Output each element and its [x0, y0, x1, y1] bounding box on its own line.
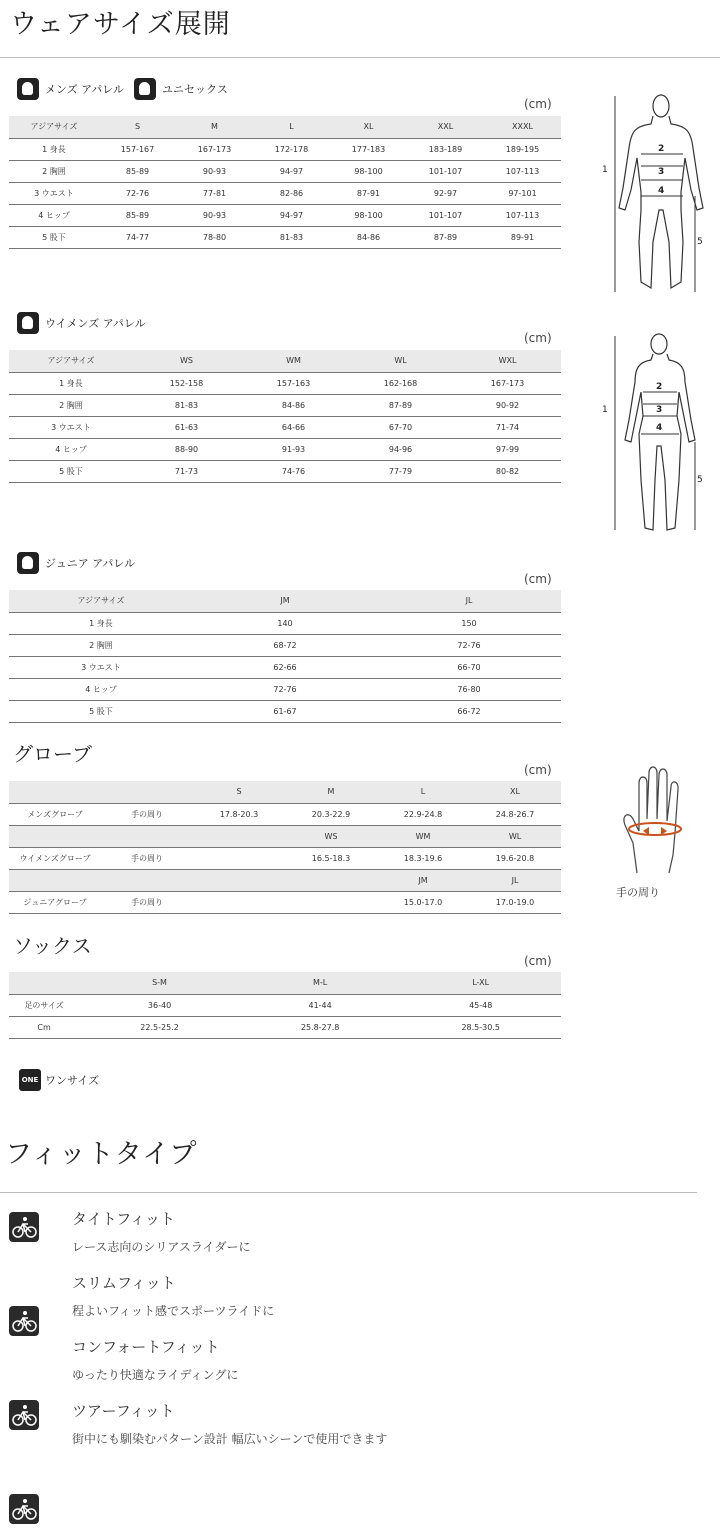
- table-cell: 85-89: [99, 160, 176, 182]
- table-cell: WM: [377, 825, 469, 847]
- table-cell: 4 ヒップ: [9, 678, 193, 700]
- table-cell: 45-48: [400, 994, 561, 1016]
- table-row: [9, 182, 561, 204]
- table-cell: 82-86: [253, 182, 330, 204]
- unisex-label: ユニセックス: [162, 83, 228, 96]
- table-cell: 98-100: [330, 204, 407, 226]
- table-cell: 22.5-25.2: [79, 1016, 240, 1038]
- table-cell: 157-167: [99, 138, 176, 160]
- table-row: [9, 891, 561, 913]
- table-cell: 71-74: [454, 416, 561, 438]
- table-cell: 2 胸囲: [9, 160, 99, 182]
- table-cell: ジュニアグローブ: [9, 891, 101, 913]
- mens-unit: (cm): [524, 97, 552, 111]
- table-cell: 85-89: [99, 204, 176, 226]
- womens-body-figure: [595, 330, 705, 535]
- table-cell: 90-93: [176, 160, 253, 182]
- table-cell: 足のサイズ: [9, 994, 79, 1016]
- fit-type-title-0: タイトフィット: [72, 1210, 176, 1228]
- womens-apparel-label: ウイメンズ アパレル: [45, 317, 146, 330]
- table-cell: 5 股下: [9, 700, 193, 722]
- table-cell: 167-173: [454, 372, 561, 394]
- socks-title: ソックス: [13, 934, 92, 958]
- table-cell: 177-183: [330, 138, 407, 160]
- figure-label-5: 5: [697, 237, 703, 247]
- fit-type-title-1: スリムフィット: [72, 1274, 176, 1292]
- table-cell: WL: [469, 825, 561, 847]
- table-cell: 107-113: [484, 160, 561, 182]
- one-size-icon: ONE: [19, 1069, 41, 1091]
- table-row: [9, 803, 561, 825]
- table-cell: [101, 825, 193, 847]
- table-cell: Cm: [9, 1016, 79, 1038]
- table-row: [9, 825, 561, 847]
- junior-apparel-icon: [17, 552, 39, 574]
- w-figure-label-1: 1: [602, 405, 608, 415]
- table-header-cell: JM: [193, 590, 377, 612]
- table-cell: 94-96: [347, 438, 454, 460]
- table-cell: 189-195: [484, 138, 561, 160]
- table-header-row: [9, 350, 561, 372]
- mens-legend: [17, 78, 228, 100]
- table-cell: [285, 869, 377, 891]
- table-cell: 1 身長: [9, 372, 133, 394]
- table-cell: 3 ウエスト: [9, 656, 193, 678]
- table-cell: 78-80: [176, 226, 253, 248]
- table-cell: [193, 891, 285, 913]
- table-row: [9, 204, 561, 226]
- table-cell: 84-86: [240, 394, 347, 416]
- fit-type-desc-0: レース志向のシリアスライダーに: [72, 1240, 251, 1254]
- fit-type-title-2: コンフォートフィット: [72, 1338, 220, 1356]
- table-cell: [101, 869, 193, 891]
- table-header-cell: WM: [240, 350, 347, 372]
- fit-divider: [0, 1192, 697, 1193]
- unisex-icon: [134, 78, 156, 100]
- table-cell: 19.6-20.8: [469, 847, 561, 869]
- gloves-unit: (cm): [524, 763, 552, 777]
- table-cell: 183-189: [407, 138, 484, 160]
- table-row: [9, 678, 561, 700]
- table-header-cell: L: [253, 116, 330, 138]
- socks-size-table: [9, 972, 561, 1039]
- table-cell: 3 ウエスト: [9, 182, 99, 204]
- table-cell: 1 身長: [9, 138, 99, 160]
- junior-unit: (cm): [524, 572, 552, 586]
- table-cell: 88-90: [133, 438, 240, 460]
- table-header-cell: XXL: [407, 116, 484, 138]
- table-row: [9, 612, 561, 634]
- table-cell: 89-91: [484, 226, 561, 248]
- table-cell: 101-107: [407, 160, 484, 182]
- table-cell: 17.8-20.3: [193, 803, 285, 825]
- mens-size-table: [9, 116, 561, 249]
- table-cell: 2 胸囲: [9, 394, 133, 416]
- table-cell: 4 ヒップ: [9, 438, 133, 460]
- table-cell: 68-72: [193, 634, 377, 656]
- fit-type-title: フィットタイプ: [5, 1139, 198, 1170]
- w-figure-label-3: 3: [656, 405, 663, 415]
- table-cell: 162-168: [347, 372, 454, 394]
- table-cell: 172-178: [253, 138, 330, 160]
- table-cell: ウイメンズグローブ: [9, 847, 101, 869]
- table-row: [9, 226, 561, 248]
- table-cell: メンズグローブ: [9, 803, 101, 825]
- table-cell: [193, 847, 285, 869]
- gloves-size-table: [9, 781, 561, 914]
- one-size-legend: [19, 1069, 99, 1091]
- table-header-cell: S-M: [79, 972, 240, 994]
- table-cell: S: [193, 781, 285, 803]
- table-cell: 25.8-27.8: [240, 1016, 401, 1038]
- womens-size-table: [9, 350, 561, 483]
- table-cell: 5 股下: [9, 460, 133, 482]
- fit-type-title-3: ツアーフィット: [72, 1402, 175, 1420]
- table-cell: 67-70: [347, 416, 454, 438]
- w-figure-label-2: 2: [656, 382, 663, 392]
- table-cell: 92-97: [407, 182, 484, 204]
- table-cell: 97-99: [454, 438, 561, 460]
- table-cell: 91-93: [240, 438, 347, 460]
- table-cell: 71-73: [133, 460, 240, 482]
- table-header-row: [9, 972, 561, 994]
- table-cell: 36-40: [79, 994, 240, 1016]
- table-header-cell: WS: [133, 350, 240, 372]
- bicycle-icon: [9, 1306, 39, 1336]
- table-cell: M: [285, 781, 377, 803]
- junior-size-table: [9, 590, 561, 723]
- fit-type-desc-2: ゆったり快適なライディングに: [72, 1368, 239, 1382]
- table-cell: 17.0-19.0: [469, 891, 561, 913]
- table-row: [9, 372, 561, 394]
- figure-label-4: 4: [658, 186, 665, 196]
- table-cell: 87-91: [330, 182, 407, 204]
- table-cell: [9, 869, 101, 891]
- title-divider: [0, 57, 720, 58]
- table-cell: 66-70: [377, 656, 561, 678]
- table-row: [9, 160, 561, 182]
- table-cell: 24.8-26.7: [469, 803, 561, 825]
- table-cell: 手の周り: [101, 847, 193, 869]
- table-cell: 4 ヒップ: [9, 204, 99, 226]
- table-row: [9, 438, 561, 460]
- table-row: [9, 869, 561, 891]
- table-cell: 84-86: [330, 226, 407, 248]
- table-cell: 手の周り: [101, 803, 193, 825]
- table-cell: 61-67: [193, 700, 377, 722]
- womens-unit: (cm): [524, 331, 552, 345]
- table-cell: 87-89: [407, 226, 484, 248]
- table-header-row: [9, 590, 561, 612]
- one-size-label: ワンサイズ: [45, 1074, 100, 1087]
- table-header-cell: WXL: [454, 350, 561, 372]
- gloves-title: グローブ: [13, 742, 92, 766]
- table-cell: [285, 891, 377, 913]
- table-cell: 140: [193, 612, 377, 634]
- table-cell: 20.3-22.9: [285, 803, 377, 825]
- table-cell: 101-107: [407, 204, 484, 226]
- fit-type-desc-3: 街中にも馴染むパターン設計 幅広いシーンで使用できます: [72, 1432, 388, 1446]
- table-cell: 81-83: [133, 394, 240, 416]
- table-cell: 157-163: [240, 372, 347, 394]
- table-cell: 167-173: [176, 138, 253, 160]
- table-cell: JL: [469, 869, 561, 891]
- table-row: [9, 416, 561, 438]
- junior-apparel-label: ジュニア アパレル: [45, 557, 136, 570]
- table-row: [9, 781, 561, 803]
- w-figure-label-5: 5: [697, 475, 703, 485]
- table-cell: 64-66: [240, 416, 347, 438]
- hand-figure: [615, 763, 695, 883]
- table-cell: [9, 825, 101, 847]
- table-header-cell: M: [176, 116, 253, 138]
- table-cell: 72-76: [193, 678, 377, 700]
- table-header-cell: M-L: [240, 972, 401, 994]
- table-cell: 16.5-18.3: [285, 847, 377, 869]
- table-row: [9, 700, 561, 722]
- table-row: [9, 634, 561, 656]
- table-cell: 22.9-24.8: [377, 803, 469, 825]
- table-header-cell: アジアサイズ: [9, 590, 193, 612]
- table-cell: 74-76: [240, 460, 347, 482]
- mens-body-figure: [595, 92, 705, 297]
- fit-type-desc-1: 程よいフィット感でスポーツライドに: [72, 1304, 275, 1318]
- table-header-cell: JL: [377, 590, 561, 612]
- table-cell: 3 ウエスト: [9, 416, 133, 438]
- table-cell: 61-63: [133, 416, 240, 438]
- junior-legend: [17, 552, 135, 574]
- table-cell: 80-82: [454, 460, 561, 482]
- figure-label-3: 3: [658, 167, 665, 177]
- table-cell: [101, 781, 193, 803]
- table-cell: 90-93: [176, 204, 253, 226]
- bicycle-icon: [9, 1400, 39, 1430]
- table-cell: 107-113: [484, 204, 561, 226]
- table-cell: [9, 781, 101, 803]
- hand-circumference-label: 手の周り: [616, 886, 660, 899]
- table-cell: 76-80: [377, 678, 561, 700]
- table-header-cell: L-XL: [400, 972, 561, 994]
- table-cell: 77-81: [176, 182, 253, 204]
- figure-label-1: 1: [602, 165, 608, 175]
- table-cell: [193, 825, 285, 847]
- table-cell: [193, 869, 285, 891]
- table-cell: 1 身長: [9, 612, 193, 634]
- socks-unit: (cm): [524, 954, 552, 968]
- table-cell: 72-76: [99, 182, 176, 204]
- table-cell: 77-79: [347, 460, 454, 482]
- table-cell: 81-83: [253, 226, 330, 248]
- table-cell: 41-44: [240, 994, 401, 1016]
- table-row: [9, 138, 561, 160]
- table-cell: 94-97: [253, 204, 330, 226]
- w-figure-label-4: 4: [656, 423, 663, 433]
- table-cell: 28.5-30.5: [400, 1016, 561, 1038]
- table-header-cell: [9, 972, 79, 994]
- table-header-cell: XXXL: [484, 116, 561, 138]
- table-row: [9, 656, 561, 678]
- table-header-cell: S: [99, 116, 176, 138]
- table-cell: JM: [377, 869, 469, 891]
- mens-apparel-label: メンズ アパレル: [45, 83, 125, 96]
- table-cell: 74-77: [99, 226, 176, 248]
- table-row: [9, 1016, 561, 1038]
- table-cell: XL: [469, 781, 561, 803]
- table-cell: 手の周り: [101, 891, 193, 913]
- table-cell: 2 胸囲: [9, 634, 193, 656]
- table-header-cell: アジアサイズ: [9, 350, 133, 372]
- table-cell: L: [377, 781, 469, 803]
- table-header-cell: アジアサイズ: [9, 116, 99, 138]
- table-cell: 87-89: [347, 394, 454, 416]
- table-row: [9, 994, 561, 1016]
- table-cell: 5 股下: [9, 226, 99, 248]
- table-row: [9, 460, 561, 482]
- table-cell: 66-72: [377, 700, 561, 722]
- table-header-cell: WL: [347, 350, 454, 372]
- figure-label-2: 2: [658, 144, 665, 154]
- table-cell: 152-158: [133, 372, 240, 394]
- table-header-cell: XL: [330, 116, 407, 138]
- mens-apparel-icon: [17, 78, 39, 100]
- table-header-row: [9, 116, 561, 138]
- table-cell: 72-76: [377, 634, 561, 656]
- table-row: [9, 847, 561, 869]
- table-cell: 94-97: [253, 160, 330, 182]
- table-cell: WS: [285, 825, 377, 847]
- table-cell: 150: [377, 612, 561, 634]
- table-cell: 15.0-17.0: [377, 891, 469, 913]
- table-cell: 98-100: [330, 160, 407, 182]
- page-title: ウェアサイズ展開: [10, 9, 231, 40]
- womens-apparel-icon: [17, 312, 39, 334]
- bicycle-icon: [9, 1212, 39, 1242]
- table-cell: 18.3-19.6: [377, 847, 469, 869]
- table-cell: 97-101: [484, 182, 561, 204]
- table-cell: 62-66: [193, 656, 377, 678]
- bicycle-icon: [9, 1494, 39, 1524]
- table-row: [9, 394, 561, 416]
- table-cell: 90-92: [454, 394, 561, 416]
- womens-legend: [17, 312, 146, 334]
